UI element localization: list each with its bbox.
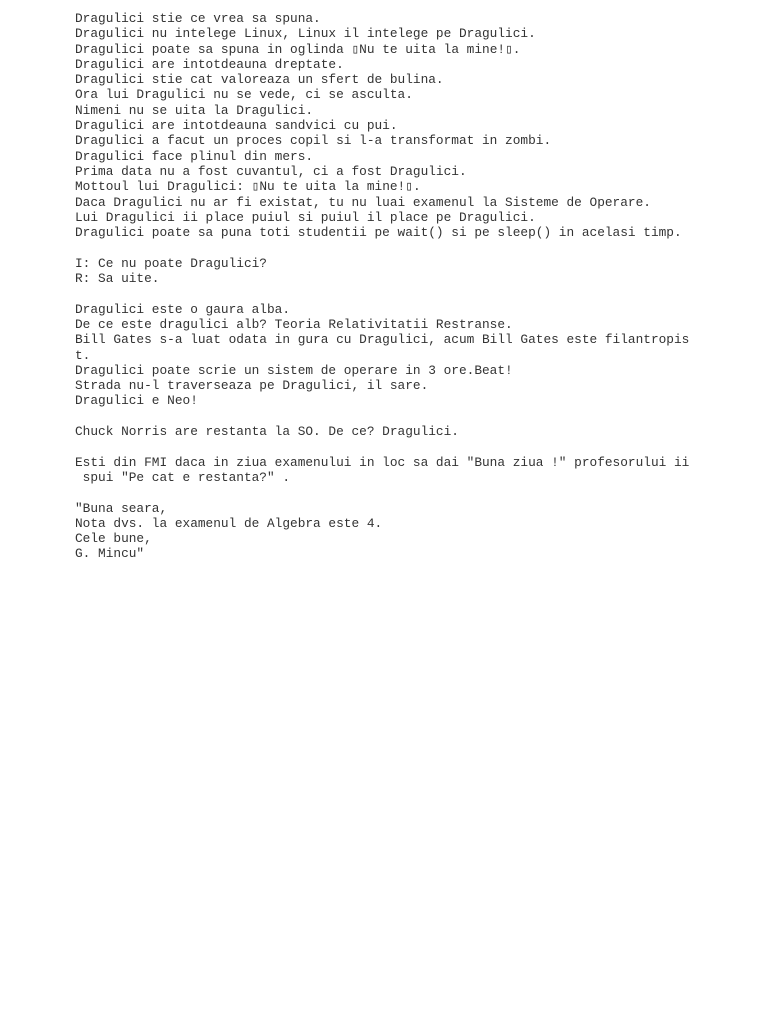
text-line: Cele bune, [75,531,152,547]
blank-line [75,286,755,301]
text-line: Dragulici nu intelege Linux, Linux il intelege pe Dragulici. [75,26,536,42]
text-line: Dragulici are intotdeauna sandvici cu pui. [75,118,398,134]
blank-line [75,240,755,255]
text-line: Dragulici a facut un proces copil si l-a transformat in zombi. [75,133,552,149]
text-line: spui "Pe cat e restanta?" . [75,469,291,485]
text-line: Prima data nu a fost cuvantul, ci a fost Dragulici. [75,163,467,179]
text-line: t. [75,347,91,363]
blank-line [75,409,755,424]
blank-line [75,439,755,454]
text-line: Dragulici e Neo! [75,393,198,409]
text-line: Dragulici poate sa puna toti studentii pe wait() si pe sleep() in acelasi timp. [75,225,682,241]
text-line: Nimeni nu se uita la Dragulici. [75,102,314,118]
text-line: Dragulici stie cat valoreaza un sfert de bulina. [75,72,444,88]
text-line: Dragulici stie ce vrea sa spuna. [75,11,321,26]
text-line: De ce este dragulici alb? Teoria Relativitatii Restranse. [75,316,513,332]
text-line: Chuck Norris are restanta la SO. De ce? Dragulici. [75,424,459,440]
text-line: Lui Dragulici ii place puiul si puiul il place pe Dragulici. [75,209,536,225]
text-line: Dragulici are intotdeauna dreptate. [75,56,344,72]
text-line: Dragulici este o gaura alba. [75,301,291,317]
text-line: "Buna seara, [75,500,168,516]
text-line: R: Sa uite. [75,271,160,287]
text-line: Nota dvs. la examenul de Algebra este 4. [75,515,383,531]
text-line: Mottoul lui Dragulici: ▯Nu te uita la mine!▯. [75,179,421,195]
text-line: Strada nu-l traverseaza pe Dragulici, il sare. [75,378,429,394]
text-line: Ora lui Dragulici nu se vede, ci se asculta. [75,87,413,103]
text-line: Bill Gates s-a luat odata in gura cu Dragulici, acum Bill Gates este filantropis [75,332,690,348]
document-page [75,11,755,562]
text-line: Dragulici face plinul din mers. [75,148,314,164]
text-line: G. Mincu" [75,546,145,562]
text-line: Esti din FMI daca in ziua examenului in loc sa dai "Buna ziua !" profesorului ii [75,454,690,470]
text-line: Daca Dragulici nu ar fi existat, tu nu luai examenul la Sisteme de Operare. [75,194,651,210]
blank-line [75,485,755,500]
text-line: Dragulici poate scrie un sistem de operare in 3 ore.Beat! [75,362,513,378]
text-line: I: Ce nu poate Dragulici? [75,255,267,271]
text-line: Dragulici poate sa spuna in oglinda ▯Nu te uita la mine!▯. [75,41,521,57]
